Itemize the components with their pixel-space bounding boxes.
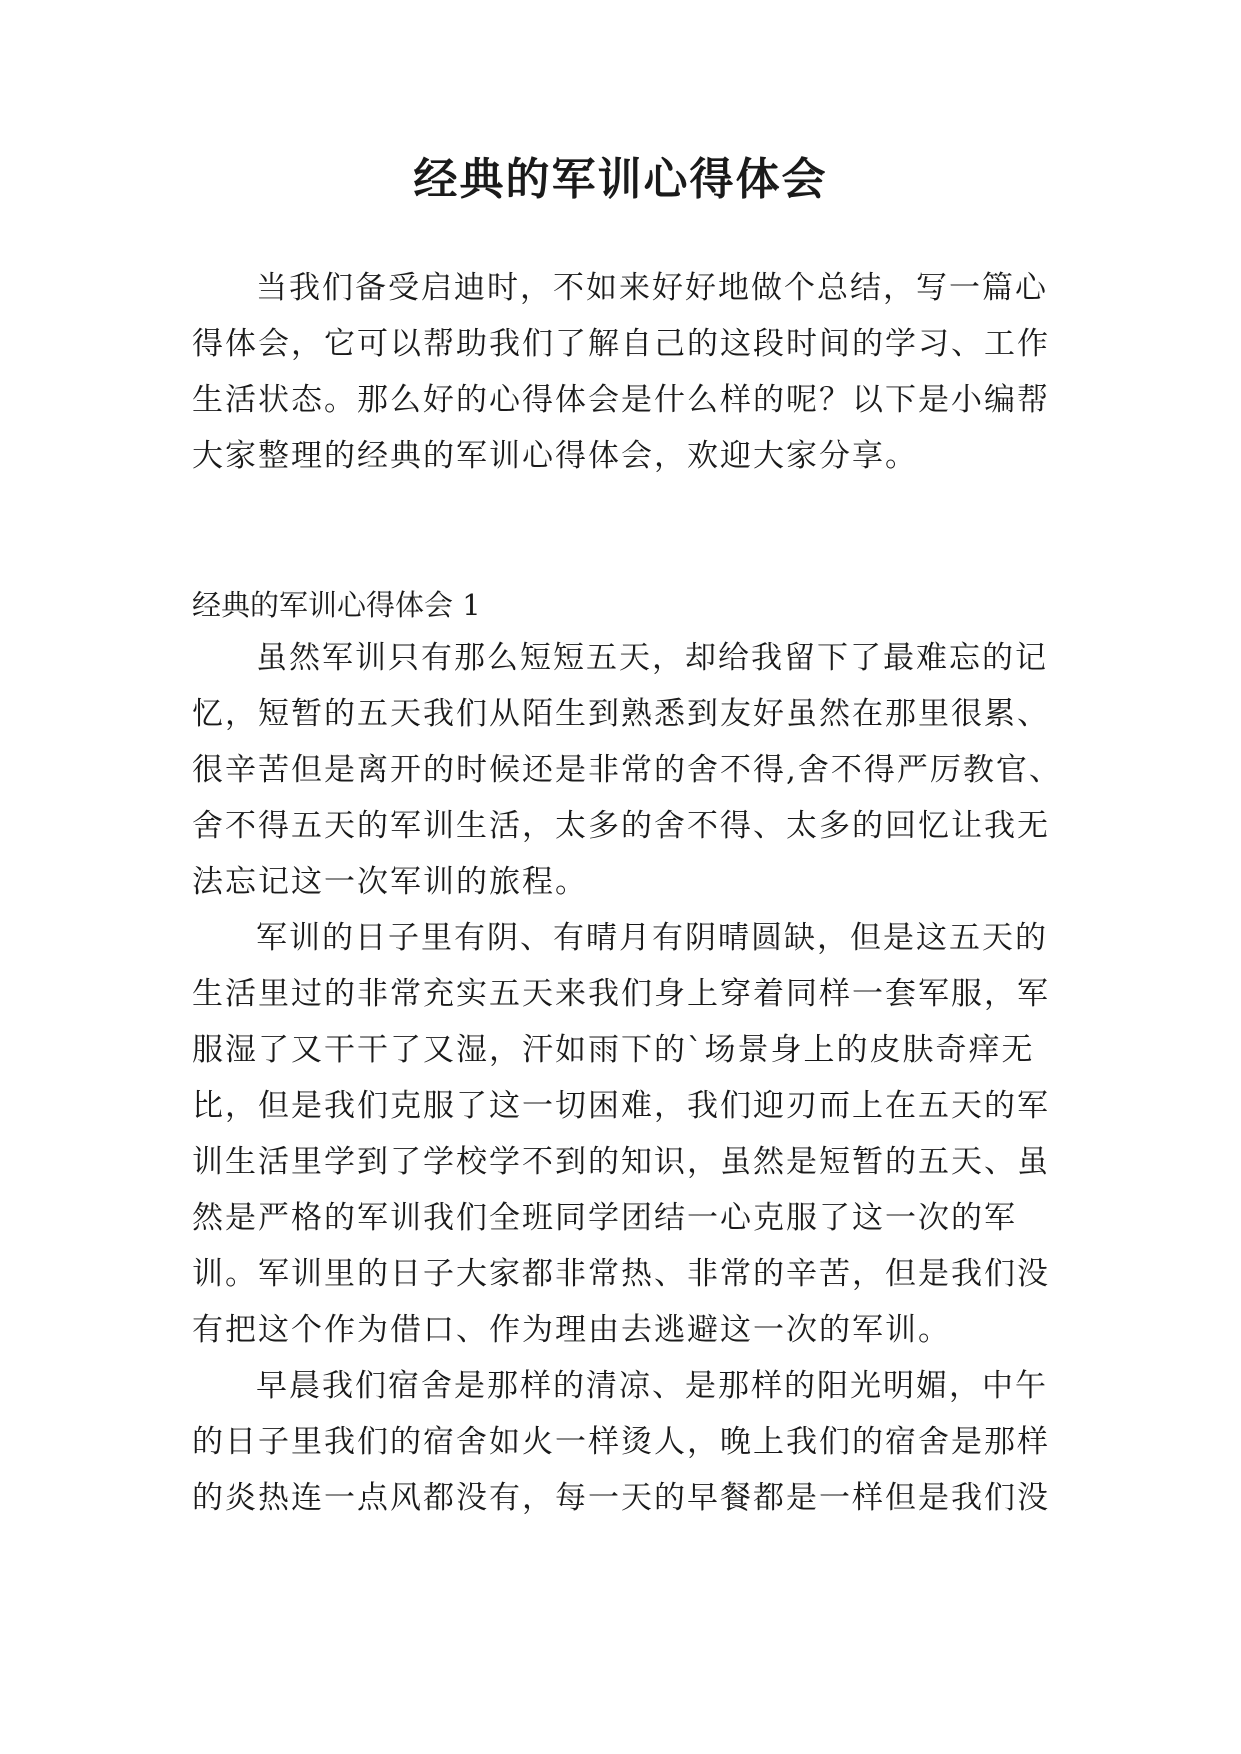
body-line: 有把这个作为借口、作为理由去逃避这一次的军训。	[192, 1312, 951, 1348]
body-line: 法忘记这一次军训的旅程。	[192, 864, 588, 900]
body-paragraph-1	[192, 630, 1062, 910]
intro-line: 大家整理的经典的军训心得体会，欢迎大家分享。	[192, 438, 918, 474]
body-line: 的日子里我们的宿舍如火一样烫人，晚上我们的宿舍是那样	[192, 1424, 1050, 1460]
body-line: 的炎热连一点风都没有，每一天的早餐都是一样但是我们没	[192, 1480, 1050, 1516]
body-line: 服湿了又干干了又湿，汗如雨下的`场景身上的皮肤奇痒无	[192, 1032, 1035, 1068]
body-paragraph-3	[192, 1358, 1052, 1526]
intro-line: 生活状态。那么好的心得体会是什么样的呢？以下是小编帮	[192, 382, 1050, 418]
document-title: 经典的军训心得体会	[413, 154, 828, 205]
section-heading: 经典的军训心得体会 1	[192, 588, 481, 622]
body-line: 舍不得五天的军训生活，太多的舍不得、太多的回忆让我无	[192, 808, 1050, 844]
body-line: 训生活里学到了学校学不到的知识，虽然是短暂的五天、虽	[192, 1144, 1050, 1180]
body-line: 然是严格的军训我们全班同学团结一心克服了这一次的军	[192, 1200, 1017, 1236]
intro-paragraph	[192, 260, 1052, 484]
body-line: 比，但是我们克服了这一切困难，我们迎刃而上在五天的军	[192, 1088, 1050, 1124]
body-line: 很辛苦但是离开的时候还是非常的舍不得,舍不得严厉教官、	[192, 752, 1062, 788]
body-paragraph-2	[192, 910, 1052, 1358]
intro-line: 得体会，它可以帮助我们了解自己的这段时间的学习、工作	[192, 326, 1050, 362]
body-line: 训。军训里的日子大家都非常热、非常的辛苦，但是我们没	[192, 1256, 1050, 1292]
body-line: 早晨我们宿舍是那样的清凉、是那样的阳光明媚，中午	[256, 1368, 1048, 1404]
body-line: 军训的日子里有阴、有晴月有阴晴圆缺，但是这五天的	[256, 920, 1048, 956]
body-line: 生活里过的非常充实五天来我们身上穿着同样一套军服，军	[192, 976, 1050, 1012]
body-line: 忆，短暂的五天我们从陌生到熟悉到友好虽然在那里很累、	[192, 696, 1050, 732]
intro-line: 当我们备受启迪时，不如来好好地做个总结，写一篇心	[256, 270, 1048, 306]
body-line: 虽然军训只有那么短短五天，却给我留下了最难忘的记	[256, 640, 1048, 676]
